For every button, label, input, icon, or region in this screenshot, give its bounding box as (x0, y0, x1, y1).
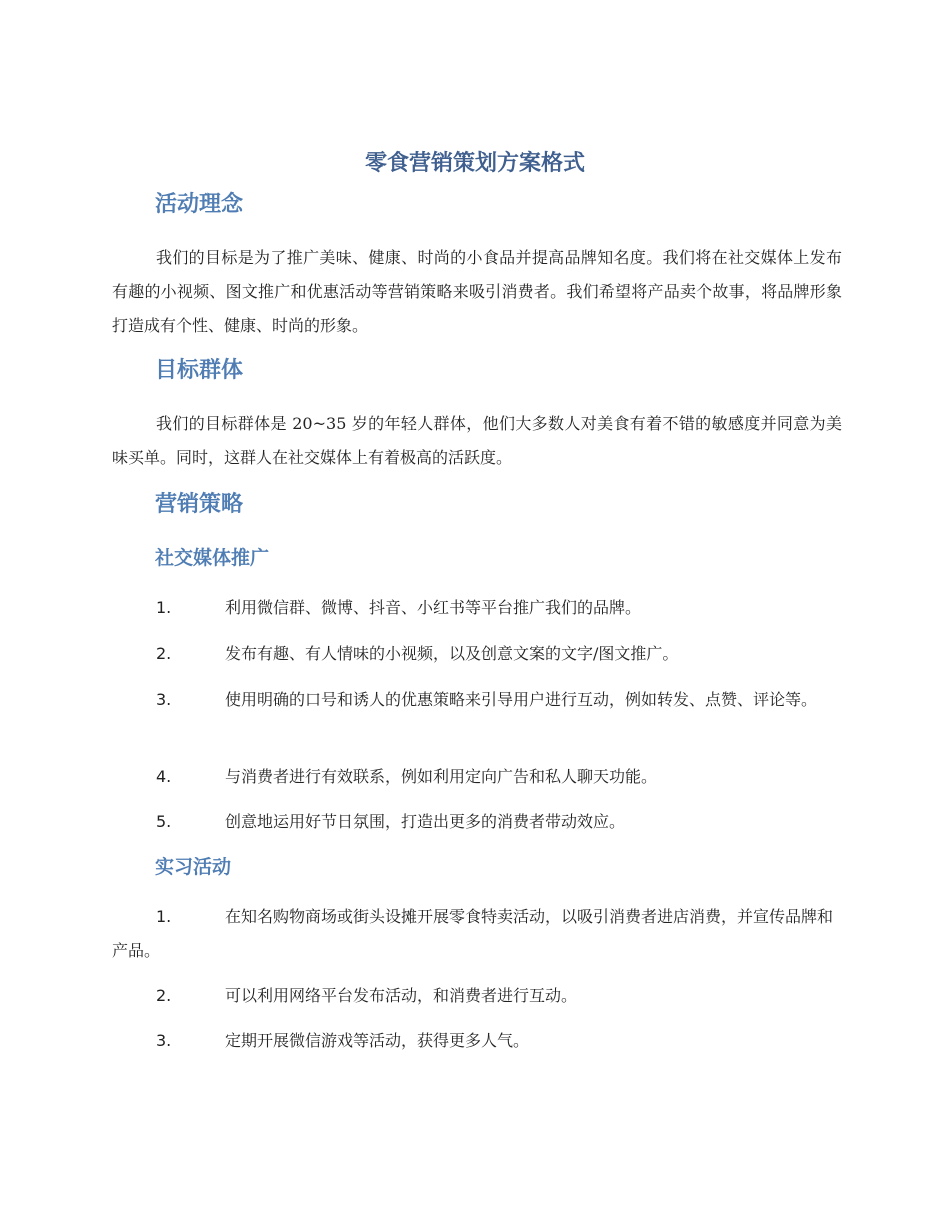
list-item-number: 1. (156, 907, 172, 926)
list-item-text: 与消费者进行有效联系，例如利用定向广告和私人聊天功能。 (225, 767, 658, 786)
subsection-heading-practice: 实习活动 (155, 856, 232, 878)
list-item (112, 1024, 842, 1058)
list-item (112, 900, 842, 968)
audience-paragraph: 我们的目标群体是 20~35 岁的年轻人群体，他们大多数人对美食有着不错的敏感度并同意为美味买单。同时，这群人在社交媒体上有着极高的活跃度。 (112, 414, 842, 467)
subsection-heading-social: 社交媒体推广 (155, 547, 270, 569)
list-item-text: 定期开展微信游戏等活动，获得更多人气。 (225, 1031, 530, 1050)
list-item-number: 3. (156, 690, 172, 709)
list-item-number: 5. (156, 812, 172, 831)
list-item (112, 591, 842, 625)
list-item-text: 创意地运用好节日氛围，打造出更多的消费者带动效应。 (225, 812, 626, 831)
concept-paragraph: 我们的目标是为了推广美味、健康、时尚的小食品并提高品牌知名度。我们将在社交媒体上发布有趣的小视频、图文推广和优惠活动等营销策略来吸引消费者。我们希望将产品卖个故事，将品牌形象打造成有个性、健康、时尚的形象。 (112, 248, 842, 335)
list-item (112, 637, 842, 671)
list-item-text: 发布有趣、有人情味的小视频，以及创意文案的文字/图文推广。 (225, 644, 679, 663)
section-heading-strategy: 营销策略 (155, 492, 244, 517)
list-item-number: 4. (156, 767, 172, 786)
section-heading-concept: 活动理念 (155, 192, 244, 217)
list-item-number: 2. (156, 644, 172, 663)
list-item (112, 760, 842, 794)
section-heading-audience: 目标群体 (155, 358, 244, 383)
list-item-text: 使用明确的口号和诱人的优惠策略来引导用户进行互动，例如转发、点赞、评论等。 (225, 690, 818, 709)
list-item (112, 683, 842, 717)
list-item-text: 利用微信群、微博、抖音、小红书等平台推广我们的品牌。 (225, 598, 642, 617)
list-item-number: 1. (156, 598, 172, 617)
list-item (112, 805, 842, 839)
list-item-text: 在知名购物商场或街头设摊开展零食特卖活动，以吸引消费者进店消费，并宣传品牌和产品。 (112, 907, 834, 960)
list-item-number: 3. (156, 1031, 172, 1050)
list-item (112, 979, 842, 1013)
list-item-text: 可以利用网络平台发布活动，和消费者进行互动。 (225, 986, 578, 1005)
list-item-number: 2. (156, 986, 172, 1005)
document-title: 零食营销策划方案格式 (364, 151, 585, 176)
